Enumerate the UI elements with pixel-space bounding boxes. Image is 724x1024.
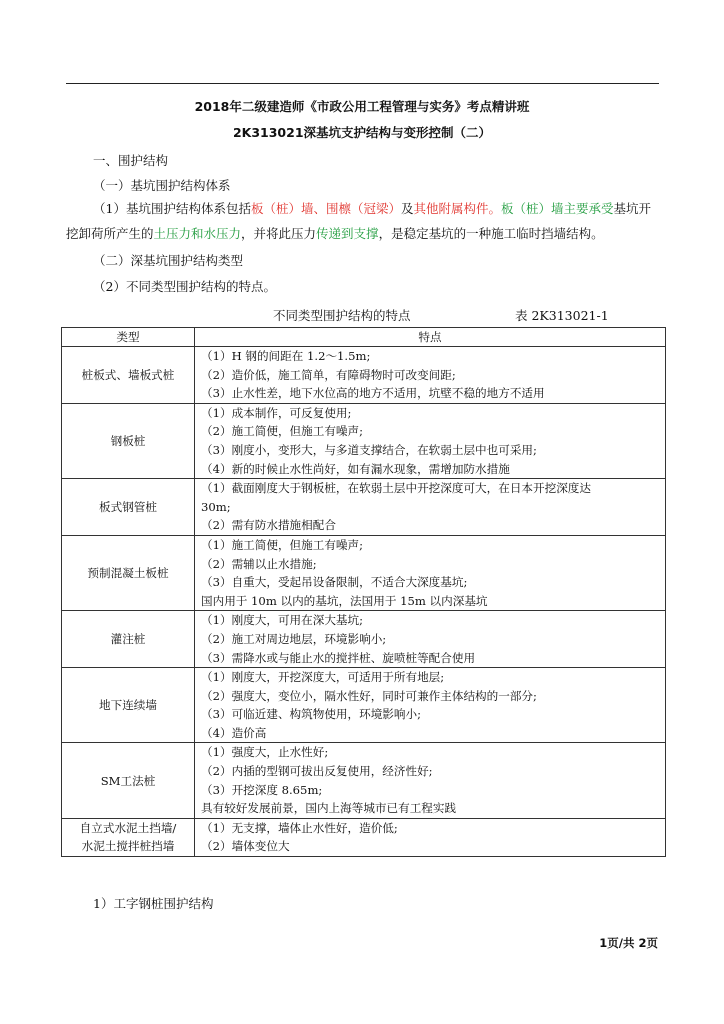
- type-cell: 桩板式、墙板式桩: [62, 347, 195, 404]
- type-cell: 灌注桩: [62, 611, 195, 668]
- highlight-green: 土压力和水压力: [153, 226, 242, 241]
- highlight-green: 传递到支撑: [316, 226, 379, 241]
- feature-line: （1）截面刚度大于钢板桩，在软弱土层中开挖深度可大，在日本开挖深度达: [201, 481, 591, 496]
- feature-line: （3）可临近建、构筑物使用，环境影响小;: [201, 707, 421, 722]
- feature-line: （2）施工简便，但施工有噪声;: [201, 424, 364, 439]
- feature-line: （2）造价低，施工简单，有障碍物时可改变间距;: [201, 367, 456, 382]
- features-cell: [195, 818, 666, 856]
- table-header-row: [62, 328, 666, 347]
- feature-line: （2）施工对周边地层，环境影响小;: [201, 631, 387, 646]
- highlight-red: 其他附属构件。: [413, 201, 502, 216]
- type-line: 自立式水泥土挡墙/: [79, 821, 177, 836]
- features-cell: [195, 403, 666, 478]
- feature-line: （3）需降水或与能止水的搅拌桩、旋喷桩等配合使用: [201, 650, 476, 665]
- feature-line: （4）新的时候止水性尚好，如有漏水现象，需增加防水措施: [201, 461, 510, 476]
- features-table: [61, 327, 666, 857]
- table-row: [62, 479, 666, 536]
- header-rule: [66, 83, 659, 84]
- features-cell: [195, 479, 666, 536]
- feature-line: （4）造价高: [201, 725, 267, 740]
- feature-line: （1）刚度大，开挖深度大，可适用于所有地层;: [201, 670, 445, 685]
- table-row: [62, 818, 666, 856]
- highlight-red: 板（桩）墙、围檩（冠梁）: [250, 201, 401, 216]
- column-header-features: 特点: [195, 328, 666, 347]
- section-heading: 一、围护结构: [93, 153, 169, 168]
- features-cell: [195, 347, 666, 404]
- feature-line: （1）H 钢的间距在 1.2～1.5m;: [201, 349, 371, 363]
- feature-line: 30m;: [201, 499, 231, 514]
- feature-line: （2）内插的型钢可拔出反复使用，经济性好;: [201, 764, 433, 779]
- text-run: 及: [400, 201, 414, 216]
- list-item: （2）不同类型围护结构的特点。: [93, 279, 276, 294]
- features-cell: [195, 668, 666, 743]
- subsection-heading: （二）深基坑围护结构类型: [93, 253, 244, 268]
- text-run: ，是稳定基坑的一种施工临时挡墙结构。: [378, 226, 604, 241]
- highlight-green: 板（桩）墙主要承受: [501, 201, 614, 216]
- table-number: 表 2K313021-1: [515, 308, 609, 323]
- feature-line: （2）需辅以止水措施;: [201, 556, 317, 571]
- type-cell: 地下连续墙: [62, 668, 195, 743]
- table-row: [62, 743, 666, 818]
- feature-line: （3）止水性差，地下水位高的地方不适用，坑壁不稳的地方不适用: [201, 386, 545, 401]
- table-row: [62, 403, 666, 478]
- feature-line: （1）施工简便，但施工有噪声;: [201, 537, 364, 552]
- type-cell: SM工法桩: [62, 743, 195, 818]
- subsection-heading: （一）基坑围护结构体系: [93, 178, 231, 193]
- feature-line: （2）强度大，变位小，隔水性好，同时可兼作主体结构的一部分;: [201, 688, 537, 703]
- document-subtitle: 2K313021深基坑支护结构与变形控制（二）: [232, 125, 492, 140]
- feature-line: 国内用于 10m 以内的基坑，法国用于 15m 以内深基坑: [201, 593, 488, 608]
- table-row: [62, 535, 666, 610]
- text-run: 基坑开挖卸荷所产生的: [66, 201, 652, 241]
- features-cell: [195, 535, 666, 610]
- page-indicator: 1页/共 2页: [599, 936, 658, 950]
- type-cell: 钢板桩: [62, 403, 195, 478]
- feature-line: （2）需有防水措施相配合: [201, 518, 336, 533]
- document-title: 2018年二级建造师《市政公用工程管理与实务》考点精讲班: [194, 99, 530, 114]
- feature-line: （3）刚度小，变形大，与多道支撑结合，在软弱土层中也可采用;: [201, 442, 537, 457]
- paragraph-structure-system: [66, 196, 661, 246]
- list-item: 1）工字钢桩围护结构: [93, 896, 214, 911]
- table-row: [62, 668, 666, 743]
- feature-line: （3）开挖深度 8.65m;: [201, 782, 323, 797]
- type-cell: 板式钢管桩: [62, 479, 195, 536]
- feature-line: （1）成本制作，可反复使用;: [201, 405, 352, 420]
- features-cell: [195, 611, 666, 668]
- table-row: [62, 347, 666, 404]
- text-run: （1）基坑围护结构体系包括: [93, 201, 251, 216]
- feature-line: （3）自重大，受起吊设备限制，不适合大深度基坑;: [201, 575, 468, 590]
- column-header-type: 类型: [62, 328, 195, 347]
- text-run: ，并将此压力: [241, 226, 317, 241]
- feature-line: （1）刚度大，可用在深大基坑;: [201, 613, 364, 628]
- table-caption: 不同类型围护结构的特点: [273, 308, 411, 323]
- type-cell: [62, 818, 195, 856]
- feature-line: 具有较好发展前景，国内上海等城市已有工程实践: [201, 801, 457, 816]
- feature-line: （1）强度大，止水性好;: [201, 745, 329, 760]
- table-row: [62, 611, 666, 668]
- features-cell: [195, 743, 666, 818]
- feature-line: （2）墙体变位大: [201, 839, 290, 854]
- type-cell: 预制混凝土板桩: [62, 535, 195, 610]
- type-line: 水泥土搅拌桩挡墙: [81, 839, 175, 854]
- feature-line: （1）无支撑，墙体止水性好，造价低;: [201, 820, 398, 835]
